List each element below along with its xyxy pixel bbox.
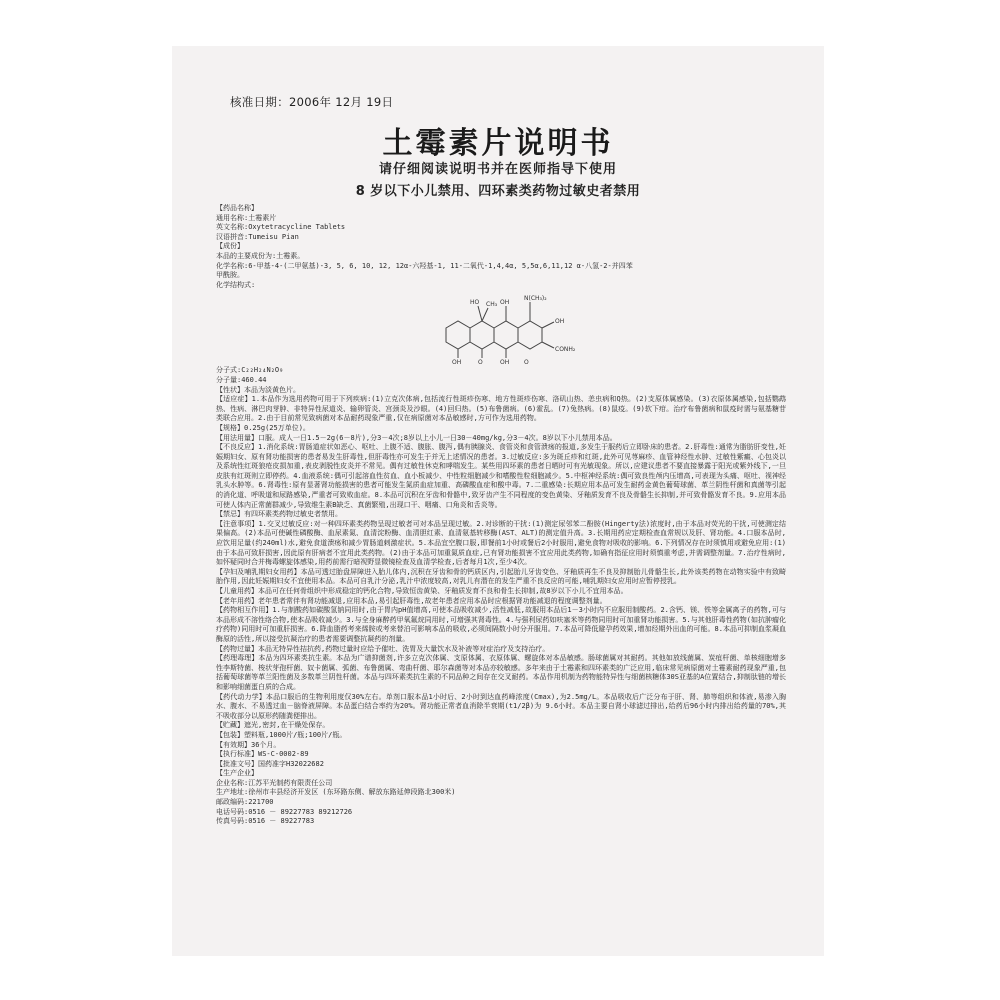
pharmacology-section: 【药理毒理】本品为四环素类抗生素。本品为广谱抑菌剂,许多立克次体属、支原体属、衣原体属、螺旋体对本品敏感。肠球菌属对其耐药。其他如放线菌属、炭疽杆菌、单核细胞增多性李斯特菌、梭状芽孢杆菌、奴卡菌属、弧菌、布鲁菌属、弯曲杆菌、耶尔森菌等对本品亦较敏感。多年来由于土霉素和四环素类的广泛应用,临床常见病原菌对土霉素耐药现象严重,包括葡萄球菌等革兰阳性菌及多数革兰阴性杆菌。本品与四环素类抗生素的不同品种之间存在交叉耐药。本品作用机制为药物能特异性与细菌核糖体30S亚基的A位置结合,抑制肽链的增长和影响细菌蛋白质的合成。 xyxy=(216,654,786,691)
elderly-section: 【老年用药】老年患者常伴有肾功能减退,应用本品,易引起肝毒性,故老年患者应用本品时应根据肾功能减退的程度调整剂量。 xyxy=(216,596,607,605)
pinyin-name: 汉语拼音:Tumeisu Pian xyxy=(216,232,299,241)
instruction-sheet xyxy=(172,46,824,956)
generic-name: 通用名称:土霉素片 xyxy=(216,213,277,222)
manufacturer-address: 生产地址:徐州市丰县经济开发区 (东环路东侧、解放东路延伸段路北300米) xyxy=(216,788,456,797)
svg-text:N(CH₃)₂: N(CH₃)₂ xyxy=(524,295,547,303)
document-body xyxy=(216,204,786,827)
contraindications-section: 【禁忌】有四环素类药物过敏史者禁用。 xyxy=(216,510,342,519)
svg-text:OH: OH xyxy=(555,318,565,326)
character-section: 【性状】本品为淡黄色片。 xyxy=(216,385,300,394)
pharmacokinetics-section: 【药代动力学】本品口服后的生物利用度仅30%左右。单剂口服本品1小时后、2小时到达血药峰浓度(Cmax),为2.5mg/L。本品吸收后广泛分布于肝、肾、肺等组织和体液,易渗入胸水、腹水、不易透过血－脑脊液屏障。本品蛋白结合率约为20%。肾功能正常者血消除半衰期(t1/2β)为 9.6小时。本品主要自肾小球滤过排出,给药后96小时内排出给药量的70%,其不吸收部分以原形药随粪便排出。 xyxy=(216,692,786,720)
chemical-structure-diagram xyxy=(426,290,596,366)
manufacturer-phone: 电话号码:0516 － 89227783 89212726 xyxy=(216,807,353,816)
svg-text:O: O xyxy=(524,359,529,367)
spec-section: 【规格】0.25g(25万单位)。 xyxy=(216,423,310,432)
molecular-weight: 分子量:460.44 xyxy=(216,375,267,384)
adverse-reactions-section: 【不良反应】1.消化系统:胃肠道症状如恶心、呕吐、上腹不适、腹胀、腹泻,偶有胰腺炎、食管炎和食管溃疡的报道,多发生于服药后立即卧床的患者。2.肝毒性:通常为脂肪肝变性,妊娠期妇女、原有肾功能损害的患者易发生肝毒性,但肝毒性亦可发生于并无上述情况的患者。3.过敏反应:多为斑丘疹和红斑,此外可见荨麻疹、血管神经性水肿、过敏性紫癜、心包炎以及系统性红斑狼疮皮损加重,表皮剥脱性皮炎并不常见。偶有过敏性休克和哮喘发生。某些用四环素的患者日晒时可有光敏现象。所以,应建议患者不要直接暴露于阳光或紫外线下,一旦皮肤有红斑则立即停药。4.血液系统:偶可引起溶血性贫血、血小板减少、中性粒细胞减少和嗜酸性粒细胞减少。5.中枢神经系统:偶可致良性颅内压增高,可表现为头痛、呕吐、视神经乳头水肿等。6.肾毒性:原有显著肾功能损害的患者可能发生氮质血症加重、高磷酸血症和酸中毒。7.二重感染:长期应用本品可发生耐药金黄色葡萄球菌、革兰阴性杆菌和真菌等引起的消化道、呼吸道和尿路感染,严重者可致败血症。8.本品可沉积在牙齿和骨骼中,致牙齿产生不同程度的变色黄染、牙釉质发育不良及骨骼生长抑制,并可致骨骼发育不良。9.应用本品可使人体内正常菌群减少,导致维生素B缺乏、真菌繁殖,出现口干、咽痛、口角炎和舌炎等。 xyxy=(216,443,786,509)
svg-text:OH: OH xyxy=(452,359,462,367)
read-carefully-warning: 请仔细阅读说明书并在医师指导下使用 xyxy=(378,162,617,177)
indications-section: 【适应症】1.本品作为选用药物可用于下列疾病:(1)立克次体病,包括流行性斑疹伤寒、地方性斑疹伤寒、洛矶山热、恙虫病和Q热。(2)支原体属感染。(3)衣原体属感染,包括鹦鹉热、性病、淋巴肉芽肿、非特异性尿道炎、输卵管炎、宫颈炎及沙眼。(4)回归热。(5)布鲁菌病。(6)霍乱。(7)兔热病。(8)鼠疫。(9)软下疳。治疗布鲁菌病和鼠疫时需与氨基糖苷类联合应用。2.由于目前常见致病菌对本品耐药现象严重,仅在病原菌对本品敏感时,方可作为选用药物。 xyxy=(216,395,786,423)
structure-label: 化学结构式: xyxy=(216,280,256,289)
svg-text:OH: OH xyxy=(500,299,510,307)
approval-number-section: 【批准文号】国药准字H32022682 xyxy=(216,759,324,768)
manufacturer-postcode: 邮政编码:221700 xyxy=(216,798,274,807)
interactions-section: 【药物相互作用】1.与制酸药如碳酸氢钠同用时,由于胃内pH值增高,可使本品吸收减少,活性减低,故服用本品后1－3小时内不应服用制酸药。2.含钙、镁、铁等金属离子的药物,可与本品形成不溶性络合物,使本品吸收减少。3.与全身麻醉药甲氧氟烷同用时,可增强其肾毒性。4.与强利尿药如呋塞米等药物同用时可加重肾功能损害。5.与其他肝毒性药物(如抗肿瘤化疗药物)同用时可加重肝损害。6.降血脂药考来烯胺或考来替泊可影响本品的吸收,必须间隔数小时分开服用。7.本品可降低避孕药效果,增加经期外出血的可能。8.本品可抑制血浆凝血酶原的活性,所以接受抗凝治疗的患者需要调整抗凝药的剂量。 xyxy=(216,606,786,643)
dosage-section: 【用法用量】口服。成人一日1.5－2g(6－8片),分3－4次;8岁以上小儿一日30－40mg/kg,分3－4次。8岁以下小儿禁用本品。 xyxy=(216,433,617,442)
svg-text:CONH₂: CONH₂ xyxy=(555,346,576,354)
composition-heading: 【成份】 xyxy=(216,242,244,251)
manufacturer-name: 企业名称:江苏平光制药有限责任公司 xyxy=(216,778,333,787)
pregnancy-section: 【孕妇及哺乳期妇女用药】本品可透过胎盘屏障进入胎儿体内,沉积在牙齿和骨的钙质区内,引起胎儿牙齿变色、牙釉质再生不良及抑制胎儿骨骼生长,此外该类药物在动物实验中有致畸胎作用,因此妊娠期妇女不宜使用本品。本品可自乳汁分泌,乳汁中浓度较高,对乳儿有潜在的发生严重不良反应的可能,哺乳期妇女应用时应暂停授乳。 xyxy=(216,567,786,586)
structure-svg xyxy=(426,290,596,366)
document-title: 土霉素片说明书 xyxy=(382,126,614,161)
storage-section: 【贮藏】遮光,密封,在干燥处保存。 xyxy=(216,721,330,730)
manufacturer-heading: 【生产企业】 xyxy=(216,769,258,778)
molecular-formula: 分子式:C₂₂H₂₄N₂O₉ xyxy=(216,366,284,375)
svg-text:HO: HO xyxy=(470,299,480,307)
precautions-section: 【注意事项】1.交叉过敏反应:对一种四环素类药物呈现过敏者可对本品呈现过敏。2.对诊断的干扰:(1)测定尿邻苯二酚胺(Hingerty法)浓度时,由于本品对荧光的干扰,可使测定结果偏高。(2)本品可使碱性磷酸酶、血尿素氮、血清淀粉酶、血清胆红素、血清氨基转移酶(AST、ALT)的测定值升高。3.长期用药应定期检查血常规以及肝、肾功能。4.口服本品时,应饮用足量(约240ml)水,避免食道溃疡和减少胃肠道刺激症状。5.本品宜空腹口服,即餐前1小时或餐后2小时服用,避免食物对吸收的影响。6.下列情况存在时须慎用或避免应用:(1)由于本品可致肝损害,因此原有肝病者不宜用此类药物。(2)由于本品可加重氮质血症,已有肾功能损害不宜应用此类药物,如确有指征应用时须慎重考虑,并需调整剂量。7.治疗性病时,如怀疑同时合并梅毒螺旋体感染,用药前需行暗视野显微镜检查及血清学检查,后者每月1次,至少4次。 xyxy=(216,519,786,567)
package-section: 【包装】塑料瓶,1000片/瓶;100片/瓶。 xyxy=(216,730,347,739)
main-ingredient: 本品的主要成份为:土霉素。 xyxy=(216,251,305,260)
svg-text:OH: OH xyxy=(500,359,510,367)
children-section: 【儿童用药】本品可在任何骨组织中形成稳定的钙化合物,导致恒齿黄染、牙釉质发育不良和骨生长抑制,故8岁以下小儿不宜用本品。 xyxy=(216,587,628,595)
drug-name-heading: 【药品名称】 xyxy=(216,204,258,212)
overdose-section: 【药物过量】本品无特异性拮抗药,药物过量时应给予催吐、洗胃及大量饮水及补液等对症治疗及支持治疗。 xyxy=(216,644,550,653)
approval-date: 核准日期：2006年 12月 19日 xyxy=(230,95,394,109)
english-name: 英文名称:Oxytetracycline Tablets xyxy=(216,223,346,232)
chemical-name-1: 化学名称:6-甲基-4-(二甲氨基)-3, 5, 6, 10, 12, 12α-六羟基-1, 11-二氧代-1,4,4α, 5,5α,6,11,12 α-八氢-2-并四苯 xyxy=(216,261,633,270)
svg-text:O: O xyxy=(478,359,483,367)
age-ban-warning: 8 岁以下小儿禁用、四环素类药物过敏史者禁用 xyxy=(355,184,641,199)
manufacturer-fax: 传真号码:0516 － 89227783 xyxy=(216,817,315,826)
standard-section: 【执行标准】WS-C-0002-89 xyxy=(216,750,309,759)
svg-text:CH₃: CH₃ xyxy=(486,301,498,309)
validity-section: 【有效期】36个月。 xyxy=(216,740,281,749)
chemical-name-2: 甲酰胺。 xyxy=(216,271,244,280)
